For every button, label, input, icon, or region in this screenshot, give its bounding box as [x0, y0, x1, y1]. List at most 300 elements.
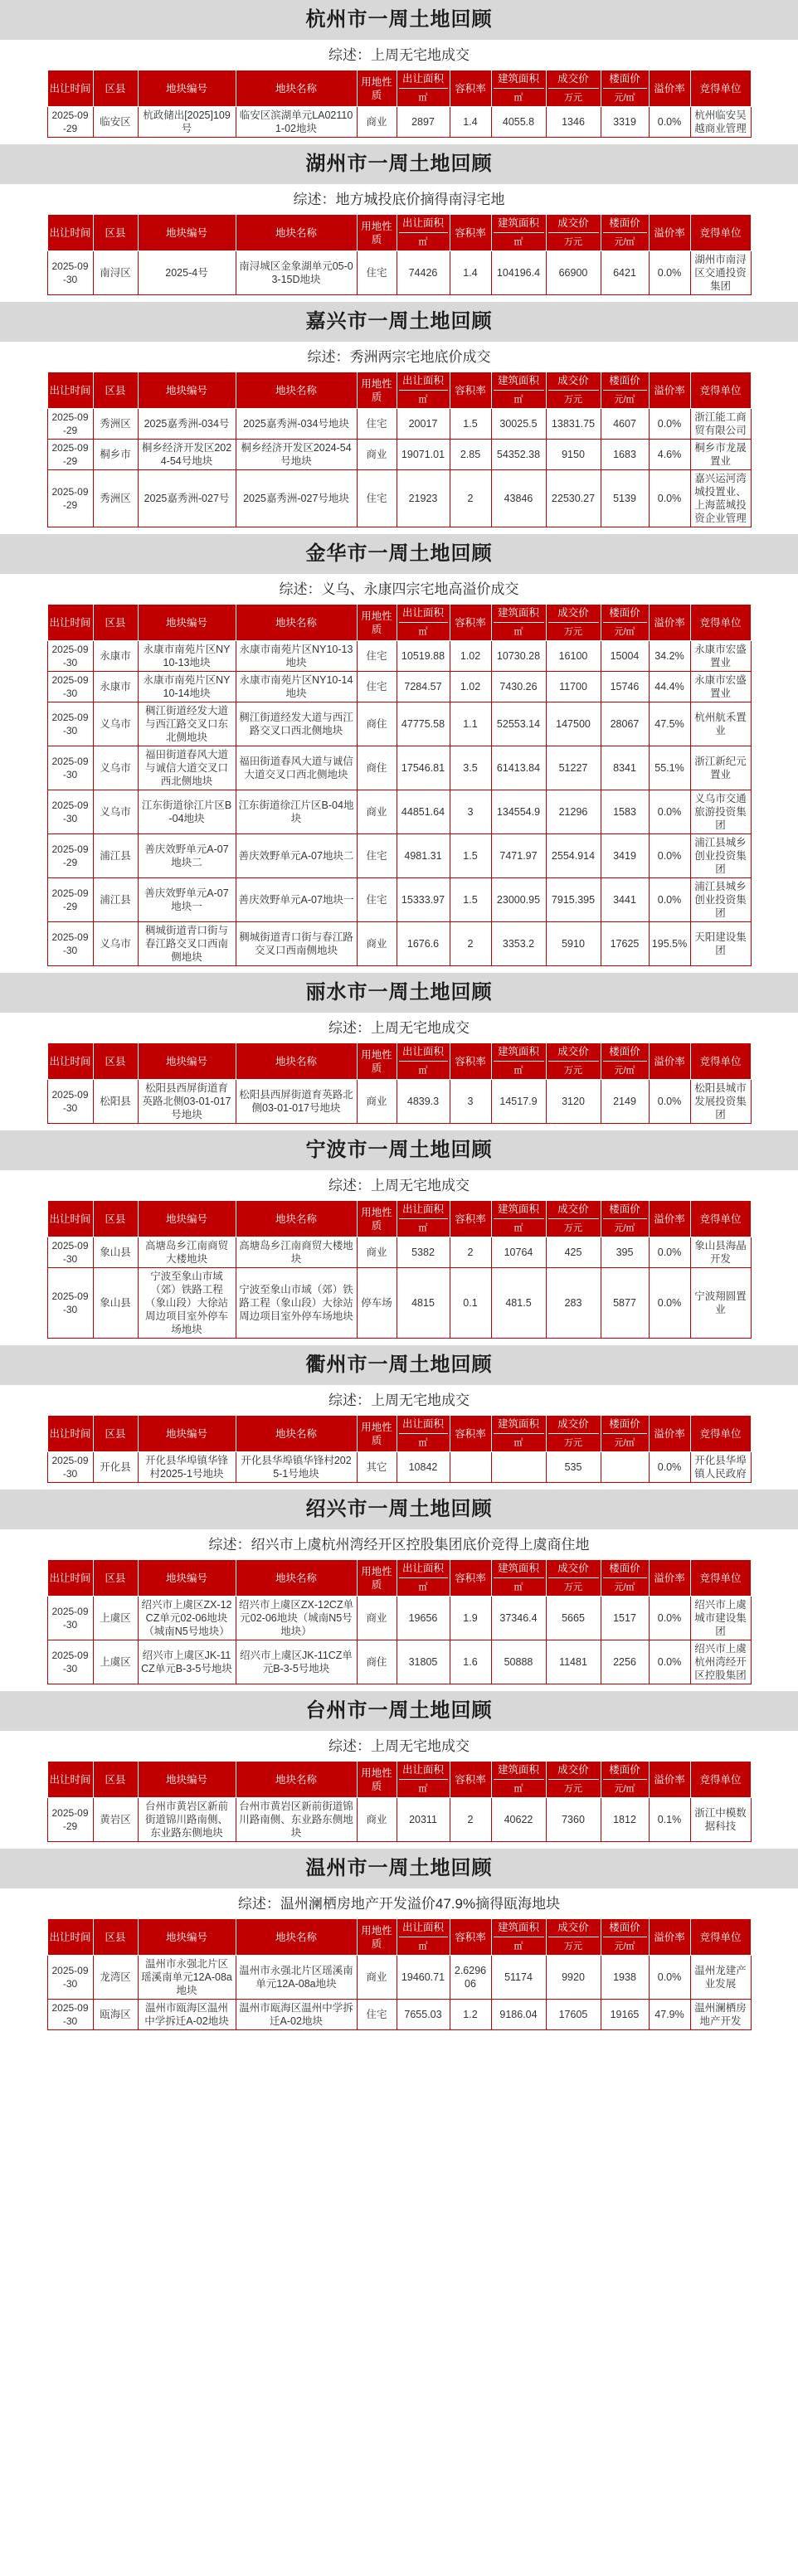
cell-premium: 47.5% [649, 702, 690, 746]
cell-build-area: 43846 [491, 470, 546, 527]
cell-plot-name: 开化县华埠镇华锋村2025-1号地块 [236, 1452, 357, 1483]
city-section [0, 144, 798, 295]
cell-usage: 商业 [357, 790, 397, 834]
col-plot-no: 地块编号 [138, 1416, 236, 1452]
cell-usage: 住宅 [357, 251, 397, 295]
col-usage: 用地性质 [357, 1762, 397, 1798]
section-title: 金华市一周土地回顾 [0, 534, 798, 574]
cell-area: 47775.58 [397, 702, 450, 746]
cell-plot-no: 宁波至象山市域（郊）铁路工程（象山段）大徐站周边项目室外停车场地块 [138, 1268, 236, 1339]
col-price: 成交价 万元 [546, 1560, 601, 1597]
city-section [0, 973, 798, 1124]
col-premium: 溢价率 [649, 1416, 690, 1452]
col-premium: 溢价率 [649, 215, 690, 251]
section-title: 温州市一周土地回顾 [0, 1849, 798, 1888]
cell-price: 16100 [546, 641, 601, 672]
col-area: 出让面积 ㎡ [397, 372, 450, 409]
cell-floor-price: 8341 [601, 746, 649, 790]
cell-plot-no: 温州市永强北片区瑶溪南单元12A-08a地块 [138, 1956, 236, 2000]
cell-usage: 住宅 [357, 878, 397, 922]
col-plot-no: 地块编号 [138, 1201, 236, 1237]
cell-floor-price: 5139 [601, 470, 649, 527]
cell-far: 3 [450, 1080, 491, 1124]
cell-buyer: 嘉兴运河湾城投置业、上海蓝城投资企业管理 [690, 470, 751, 527]
cell-far: 1.5 [450, 409, 491, 440]
cell-date: 2025-09-30 [47, 1597, 93, 1640]
table-header-row [47, 1416, 751, 1452]
cell-build-area: 7430.26 [491, 672, 546, 702]
col-usage: 用地性质 [357, 605, 397, 641]
cell-premium: 0.0% [649, 107, 690, 138]
table-header-row [47, 372, 751, 409]
cell-area: 20017 [397, 409, 450, 440]
cell-premium: 0.0% [649, 1597, 690, 1640]
col-date: 出让时间 [47, 1043, 93, 1080]
cell-build-area: 61413.84 [491, 746, 546, 790]
col-build-area: 建筑面积 ㎡ [491, 1560, 546, 1597]
cell-build-area: 3353.2 [491, 922, 546, 966]
cell-usage: 商住 [357, 702, 397, 746]
cell-floor-price: 395 [601, 1237, 649, 1268]
cell-premium: 0.0% [649, 834, 690, 878]
cell-premium: 0.0% [649, 1452, 690, 1483]
cell-plot-name: 高塘岛乡江南商贸大楼地块 [236, 1237, 357, 1268]
col-build-area: 建筑面积 ㎡ [491, 1919, 546, 1956]
col-district: 区县 [93, 605, 138, 641]
table-row [47, 440, 751, 470]
col-far: 容积率 [450, 1201, 491, 1237]
col-district: 区县 [93, 1560, 138, 1597]
cell-usage: 商业 [357, 1237, 397, 1268]
col-plot-no: 地块编号 [138, 1560, 236, 1597]
table-header-row [47, 70, 751, 107]
cell-area: 21923 [397, 470, 450, 527]
cell-district: 松阳县 [93, 1080, 138, 1124]
cell-buyer: 义乌市交通旅游投资集团 [690, 790, 751, 834]
table-row [47, 1080, 751, 1124]
cell-floor-price: 3419 [601, 834, 649, 878]
cell-buyer: 宁波翔圆置业 [690, 1268, 751, 1339]
col-district: 区县 [93, 1919, 138, 1956]
col-district: 区县 [93, 215, 138, 251]
col-floor-price: 楼面价 元/㎡ [601, 372, 649, 409]
cell-build-area: 51174 [491, 1956, 546, 2000]
cell-price: 17605 [546, 2000, 601, 2030]
cell-buyer: 永康市宏盛置业 [690, 672, 751, 702]
land-table [47, 372, 752, 527]
cell-usage: 商业 [357, 1080, 397, 1124]
cell-premium: 34.2% [649, 641, 690, 672]
col-usage: 用地性质 [357, 1416, 397, 1452]
cell-plot-no: 稠江街道经发大道与西江路交叉口东北侧地块 [138, 702, 236, 746]
table-header-row [47, 1560, 751, 1597]
cell-area: 44851.64 [397, 790, 450, 834]
cell-far: 1.4 [450, 251, 491, 295]
cell-premium: 44.4% [649, 672, 690, 702]
col-price: 成交价 万元 [546, 605, 601, 641]
cell-price: 147500 [546, 702, 601, 746]
table-row [47, 834, 751, 878]
cell-far: 1.1 [450, 702, 491, 746]
cell-buyer: 桐乡市龙晟置业 [690, 440, 751, 470]
cell-area: 2897 [397, 107, 450, 138]
col-buyer: 竞得单位 [690, 215, 751, 251]
col-area: 出让面积 ㎡ [397, 1560, 450, 1597]
col-date: 出让时间 [47, 605, 93, 641]
cell-plot-no: 绍兴市上虞区ZX-12CZ单元02-06地块（城南N5号地块） [138, 1597, 236, 1640]
cell-build-area: 40622 [491, 1798, 546, 1842]
cell-floor-price: 19165 [601, 2000, 649, 2030]
cell-plot-name: 绍兴市上虞区ZX-12CZ单元02-06地块（城南N5号地块） [236, 1597, 357, 1640]
cell-price: 7915.395 [546, 878, 601, 922]
col-floor-price: 楼面价 元/㎡ [601, 1919, 649, 1956]
cell-plot-no: 桐乡经济开发区2024-54号地块 [138, 440, 236, 470]
cell-date: 2025-09-30 [47, 790, 93, 834]
cell-plot-no: 善庆效野单元A-07地块二 [138, 834, 236, 878]
cell-date: 2025-09-29 [47, 1798, 93, 1842]
col-plot-name: 地块名称 [236, 1416, 357, 1452]
table-row [47, 1452, 751, 1483]
cell-usage: 其它 [357, 1452, 397, 1483]
table-row [47, 746, 751, 790]
cell-plot-name: 南浔城区金象湖单元05-03-15D地块 [236, 251, 357, 295]
section-title: 杭州市一周土地回顾 [0, 0, 798, 40]
cell-plot-name: 2025嘉秀洲-027号地块 [236, 470, 357, 527]
col-build-area: 建筑面积 ㎡ [491, 70, 546, 107]
cell-area: 7655.03 [397, 2000, 450, 2030]
cell-plot-no: 台州市黄岩区新前街道锦川路南侧、东业路东侧地块 [138, 1798, 236, 1842]
col-far: 容积率 [450, 215, 491, 251]
cell-build-area: 30025.5 [491, 409, 546, 440]
col-usage: 用地性质 [357, 70, 397, 107]
col-plot-name: 地块名称 [236, 372, 357, 409]
cell-price: 51227 [546, 746, 601, 790]
col-buyer: 竞得单位 [690, 1560, 751, 1597]
table-row [47, 107, 751, 138]
section-summary: 综述：绍兴市上虞杭州湾经开区控股集团底价竞得上虞商住地 [208, 1537, 590, 1553]
cell-date: 2025-09-29 [47, 409, 93, 440]
cell-far: 2.629606 [450, 1956, 491, 2000]
table-row [47, 470, 751, 527]
col-build-area: 建筑面积 ㎡ [491, 1043, 546, 1080]
cell-build-area: 50888 [491, 1640, 546, 1684]
col-buyer: 竞得单位 [690, 1762, 751, 1798]
cell-plot-no: 开化县华埠镇华锋村2025-1号地块 [138, 1452, 236, 1483]
cell-buyer: 浦江县城乡创业投资集团 [690, 878, 751, 922]
col-plot-no: 地块编号 [138, 70, 236, 107]
col-price: 成交价 万元 [546, 70, 601, 107]
cell-price: 425 [546, 1237, 601, 1268]
cell-plot-no: 绍兴市上虞区JK-11CZ单元B-3-5号地块 [138, 1640, 236, 1684]
section-title: 台州市一周土地回顾 [0, 1691, 798, 1731]
cell-district: 浦江县 [93, 834, 138, 878]
city-section [0, 1849, 798, 2030]
cell-plot-name: 江东街道徐江片区B-04地块 [236, 790, 357, 834]
cell-floor-price: 28067 [601, 702, 649, 746]
cell-district: 龙湾区 [93, 1956, 138, 2000]
cell-plot-name: 稠江街道经发大道与西江路交叉口西北侧地块 [236, 702, 357, 746]
cell-premium: 0.0% [649, 878, 690, 922]
cell-district: 临安区 [93, 107, 138, 138]
col-price: 成交价 万元 [546, 1043, 601, 1080]
cell-premium: 0.0% [649, 409, 690, 440]
cell-date: 2025-09-30 [47, 1237, 93, 1268]
section-summary: 综述：上周无宅地成交 [328, 1392, 470, 1408]
table-header-row [47, 215, 751, 251]
cell-premium: 195.5% [649, 922, 690, 966]
cell-usage: 商住 [357, 1640, 397, 1684]
col-far: 容积率 [450, 1416, 491, 1452]
cell-date: 2025-09-29 [47, 470, 93, 527]
city-section [0, 1345, 798, 1483]
cell-premium: 47.9% [649, 2000, 690, 2030]
cell-build-area [491, 1452, 546, 1483]
col-usage: 用地性质 [357, 372, 397, 409]
col-far: 容积率 [450, 1762, 491, 1798]
section-title: 宁波市一周土地回顾 [0, 1130, 798, 1170]
cell-build-area: 4055.8 [491, 107, 546, 138]
section-title: 绍兴市一周土地回顾 [0, 1490, 798, 1529]
col-date: 出让时间 [47, 372, 93, 409]
cell-plot-name: 2025嘉秀洲-034号地块 [236, 409, 357, 440]
cell-far: 1.5 [450, 834, 491, 878]
cell-build-area: 23000.95 [491, 878, 546, 922]
cell-far: 1.4 [450, 107, 491, 138]
col-area: 出让面积 ㎡ [397, 1201, 450, 1237]
cell-price: 22530.27 [546, 470, 601, 527]
cell-date: 2025-09-30 [47, 641, 93, 672]
table-row [47, 702, 751, 746]
cell-floor-price: 17625 [601, 922, 649, 966]
table-row [47, 922, 751, 966]
col-usage: 用地性质 [357, 215, 397, 251]
col-far: 容积率 [450, 372, 491, 409]
cell-build-area: 481.5 [491, 1268, 546, 1339]
section-title: 丽水市一周土地回顾 [0, 973, 798, 1013]
cell-district: 秀洲区 [93, 470, 138, 527]
cell-far [450, 1452, 491, 1483]
cell-date: 2025-09-30 [47, 1268, 93, 1339]
cell-floor-price: 1583 [601, 790, 649, 834]
col-buyer: 竞得单位 [690, 1043, 751, 1080]
cell-far: 2 [450, 1237, 491, 1268]
cell-buyer: 浙江能工商贸有限公司 [690, 409, 751, 440]
cell-buyer: 杭州航禾置业 [690, 702, 751, 746]
cell-usage: 住宅 [357, 672, 397, 702]
col-premium: 溢价率 [649, 1201, 690, 1237]
col-far: 容积率 [450, 1919, 491, 1956]
cell-build-area: 10764 [491, 1237, 546, 1268]
cell-district: 永康市 [93, 641, 138, 672]
city-section [0, 1130, 798, 1339]
table-row [47, 1798, 751, 1842]
col-far: 容积率 [450, 1560, 491, 1597]
cell-district: 上虞区 [93, 1597, 138, 1640]
cell-plot-no: 江东街道徐江片区B-04地块 [138, 790, 236, 834]
section-title: 衢州市一周土地回顾 [0, 1345, 798, 1385]
city-section [0, 1490, 798, 1684]
table-row [47, 878, 751, 922]
cell-floor-price: 1812 [601, 1798, 649, 1842]
cell-premium: 0.0% [649, 1268, 690, 1339]
col-premium: 溢价率 [649, 1560, 690, 1597]
cell-floor-price [601, 1452, 649, 1483]
cell-plot-no: 松阳县西屏街道育英路北侧03-01-017号地块 [138, 1080, 236, 1124]
table-header-row [47, 1762, 751, 1798]
cell-build-area: 37346.4 [491, 1597, 546, 1640]
cell-far: 1.2 [450, 2000, 491, 2030]
city-section [0, 1691, 798, 1842]
section-summary: 综述：地方城投底价摘得南浔宅地 [293, 192, 505, 207]
cell-district: 黄岩区 [93, 1798, 138, 1842]
col-price: 成交价 万元 [546, 1762, 601, 1798]
cell-area: 1676.6 [397, 922, 450, 966]
cell-price: 535 [546, 1452, 601, 1483]
cell-area: 17546.81 [397, 746, 450, 790]
cell-district: 开化县 [93, 1452, 138, 1483]
col-plot-name: 地块名称 [236, 215, 357, 251]
col-build-area: 建筑面积 ㎡ [491, 1416, 546, 1452]
col-date: 出让时间 [47, 1416, 93, 1452]
table-row [47, 1237, 751, 1268]
table-row [47, 2000, 751, 2030]
cell-buyer: 湖州市南浔区交通投资集团 [690, 251, 751, 295]
cell-far: 2.85 [450, 440, 491, 470]
col-area: 出让面积 ㎡ [397, 1919, 450, 1956]
col-district: 区县 [93, 372, 138, 409]
cell-plot-no: 善庆效野单元A-07地块一 [138, 878, 236, 922]
cell-floor-price: 15746 [601, 672, 649, 702]
col-plot-no: 地块编号 [138, 215, 236, 251]
col-plot-no: 地块编号 [138, 1919, 236, 1956]
cell-plot-no: 永康市南苑片区NY10-13地块 [138, 641, 236, 672]
cell-floor-price: 4607 [601, 409, 649, 440]
col-premium: 溢价率 [649, 1043, 690, 1080]
col-area: 出让面积 ㎡ [397, 215, 450, 251]
cell-usage: 商业 [357, 1956, 397, 2000]
section-title: 湖州市一周土地回顾 [0, 144, 798, 184]
cell-usage: 住宅 [357, 641, 397, 672]
cell-premium: 0.0% [649, 1640, 690, 1684]
cell-district: 义乌市 [93, 702, 138, 746]
cell-plot-name: 温州市瓯海区温州中学拆迁A-02地块 [236, 2000, 357, 2030]
cell-date: 2025-09-29 [47, 440, 93, 470]
table-row [47, 1597, 751, 1640]
cell-date: 2025-09-29 [47, 834, 93, 878]
col-build-area: 建筑面积 ㎡ [491, 605, 546, 641]
land-table [47, 1043, 752, 1124]
cell-usage: 商业 [357, 107, 397, 138]
cell-buyer: 松阳县城市发展投资集团 [690, 1080, 751, 1124]
cell-far: 0.1 [450, 1268, 491, 1339]
cell-date: 2025-09-30 [47, 1452, 93, 1483]
cell-area: 20311 [397, 1798, 450, 1842]
col-far: 容积率 [450, 70, 491, 107]
cell-buyer: 绍兴市上虞城市建设集团 [690, 1597, 751, 1640]
col-plot-name: 地块名称 [236, 1043, 357, 1080]
cell-price: 1346 [546, 107, 601, 138]
col-plot-no: 地块编号 [138, 372, 236, 409]
section-summary: 综述：义乌、永康四宗宅地高溢价成交 [279, 581, 519, 597]
cell-price: 9920 [546, 1956, 601, 2000]
cell-floor-price: 2256 [601, 1640, 649, 1684]
section-summary: 综述：秀洲两宗宅地底价成交 [307, 349, 491, 365]
cell-price: 3120 [546, 1080, 601, 1124]
cell-area: 10519.88 [397, 641, 450, 672]
col-price: 成交价 万元 [546, 1416, 601, 1452]
col-area: 出让面积 ㎡ [397, 70, 450, 107]
col-date: 出让时间 [47, 1762, 93, 1798]
cell-plot-no: 稠城街道青口街与春江路交叉口西南侧地块 [138, 922, 236, 966]
col-buyer: 竞得单位 [690, 1416, 751, 1452]
cell-premium: 4.6% [649, 440, 690, 470]
cell-area: 10842 [397, 1452, 450, 1483]
cell-area: 7284.57 [397, 672, 450, 702]
col-area: 出让面积 ㎡ [397, 1416, 450, 1452]
cell-premium: 0.0% [649, 1237, 690, 1268]
section-summary: 综述：上周无宅地成交 [328, 1738, 470, 1754]
land-table [47, 1559, 752, 1684]
cell-date: 2025-09-29 [47, 107, 93, 138]
cell-district: 象山县 [93, 1268, 138, 1339]
table-row [47, 251, 751, 295]
col-premium: 溢价率 [649, 605, 690, 641]
cell-far: 1.02 [450, 672, 491, 702]
land-table [47, 1918, 752, 2030]
cell-price: 5910 [546, 922, 601, 966]
cell-far: 3.5 [450, 746, 491, 790]
cell-price: 21296 [546, 790, 601, 834]
table-row [47, 409, 751, 440]
col-floor-price: 楼面价 元/㎡ [601, 605, 649, 641]
cell-district: 浦江县 [93, 878, 138, 922]
cell-floor-price: 3441 [601, 878, 649, 922]
cell-floor-price: 2149 [601, 1080, 649, 1124]
cell-usage: 商业 [357, 1597, 397, 1640]
cell-premium: 0.0% [649, 1956, 690, 2000]
cell-usage: 商住 [357, 746, 397, 790]
cell-district: 义乌市 [93, 922, 138, 966]
cell-floor-price: 1517 [601, 1597, 649, 1640]
cell-district: 义乌市 [93, 790, 138, 834]
cell-date: 2025-09-30 [47, 672, 93, 702]
cell-plot-no: 永康市南苑片区NY10-14地块 [138, 672, 236, 702]
cell-plot-no: 高塘岛乡江南商贸大楼地块 [138, 1237, 236, 1268]
cell-plot-name: 稠城街道青口街与春江路交叉口西南侧地块 [236, 922, 357, 966]
col-buyer: 竞得单位 [690, 1919, 751, 1956]
cell-price: 11700 [546, 672, 601, 702]
cell-district: 永康市 [93, 672, 138, 702]
table-row [47, 641, 751, 672]
cell-usage: 停车场 [357, 1268, 397, 1339]
table-header-row [47, 1919, 751, 1956]
cell-far: 1.9 [450, 1597, 491, 1640]
cell-buyer: 象山县海晶开发 [690, 1237, 751, 1268]
col-premium: 溢价率 [649, 70, 690, 107]
col-plot-name: 地块名称 [236, 1560, 357, 1597]
cell-district: 南浔区 [93, 251, 138, 295]
cell-usage: 商业 [357, 440, 397, 470]
col-district: 区县 [93, 1043, 138, 1080]
cell-price: 283 [546, 1268, 601, 1339]
col-usage: 用地性质 [357, 1043, 397, 1080]
cell-far: 1.5 [450, 878, 491, 922]
cell-premium: 0.1% [649, 1798, 690, 1842]
table-row [47, 1268, 751, 1339]
cell-floor-price: 5877 [601, 1268, 649, 1339]
cell-buyer: 永康市宏盛置业 [690, 641, 751, 672]
cell-premium: 0.0% [649, 790, 690, 834]
